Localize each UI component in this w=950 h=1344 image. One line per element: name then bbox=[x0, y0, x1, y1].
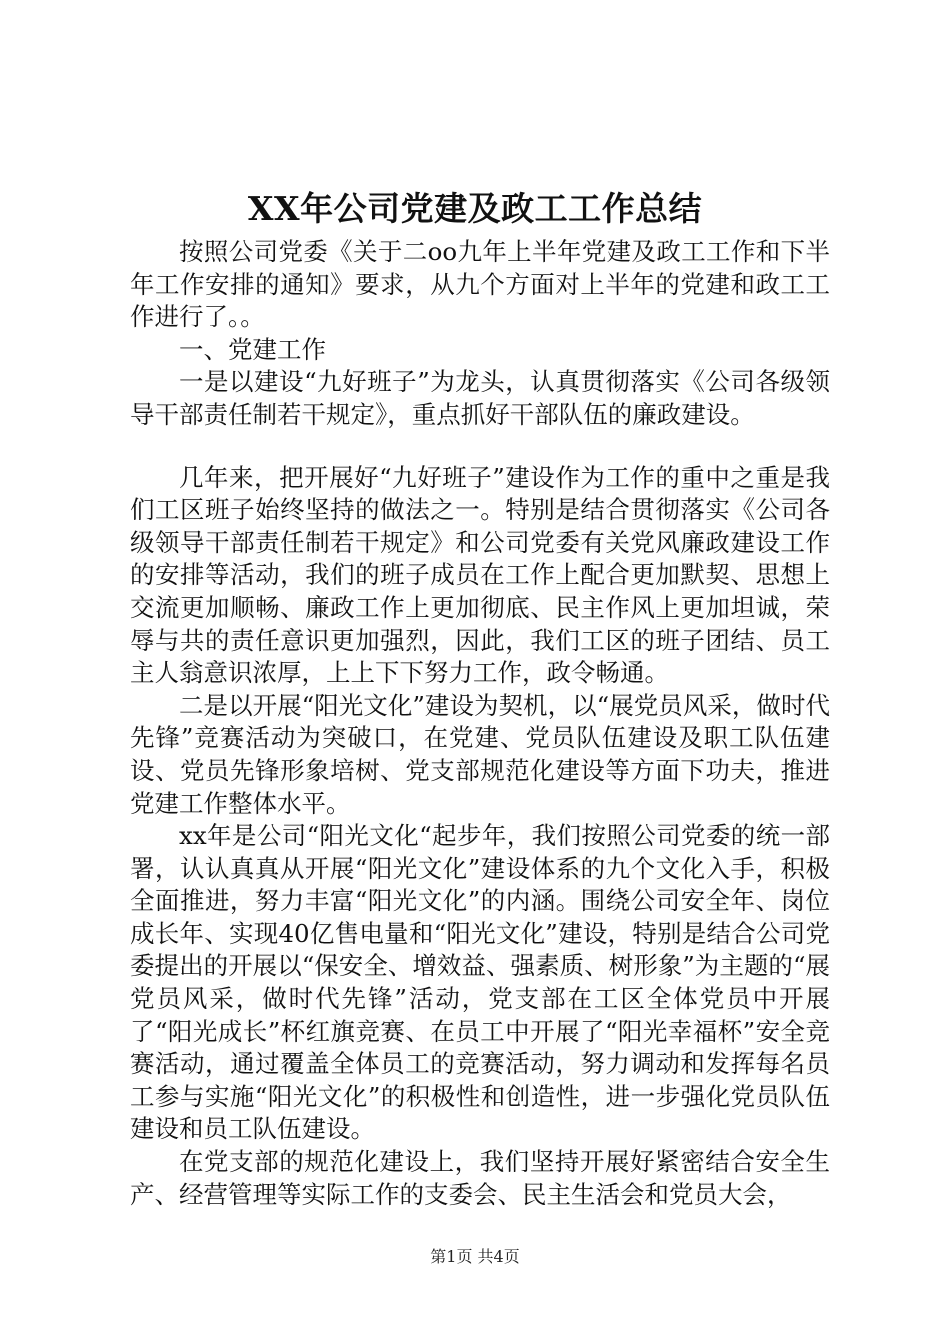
section-heading-party-building: 一、党建工作 bbox=[179, 334, 326, 364]
paragraph-years: 几年来，把开展好“九好班子”建设作为工作的重中之重是我们工区班子始终坚持的做法之一。特别是结合贯彻落实《公司各级领导干部责任制若干规定》和公司党委有关党风廉政建设工作的安排等活动，我们的班子成员在工作上配合更加默契、思想上交流更加顺畅、廉政工作上更加彻底、民主作风上更加坦诚，荣辱与共的责任意识更加强烈，因此，我们工区的班子团结、员工主人翁意识浓厚，上上下下努力工作，政令畅通。 bbox=[130, 462, 830, 688]
page-footer: 第1页 共4页 bbox=[430, 1247, 520, 1266]
paragraph-sunshine-culture: xx年是公司“阳光文化“起步年，我们按照公司党委的统一部署，认认真真从开展“阳光文化”建设体系的九个文化入手，积极全面推进，努力丰富“阳光文化”的内涵。围绕公司安全年、岗位成长年、实现40亿售电量和“阳光文化”建设，特别是结合公司党委提出的开展以“保安全、增效益、强素质、树形象”为主题的“展党员风采，做时代先锋”活动，党支部在工区全体党员中开展了“阳光成长”杯红旗竞赛、在员工中开展了“阳光幸福杯”安全竞赛活动，通过覆盖全体员工的竞赛活动，努力调动和发挥每名员工参与实施“阳光文化”的积极性和创造性，进一步强化党员队伍建设和员工队伍建设。 bbox=[130, 821, 830, 1144]
document-title: XX年公司党建及政工工作总结 bbox=[247, 189, 703, 228]
paragraph-point-one: 一是以建设“九好班子”为龙头，认真贯彻落实《公司各级领导干部责任制若干规定》，重点抓好干部队伍的廉政建设。 bbox=[130, 367, 830, 429]
document-body bbox=[130, 236, 830, 1211]
paragraph-branch-standardization: 在党支部的规范化建设上，我们坚持开展好紧密结合安全生产、经营管理等实际工作的支委会、民主生活会和党员大会， bbox=[130, 1147, 830, 1209]
paragraph-point-two: 二是以开展“阳光文化”建设为契机，以“展党员风采，做时代先锋”竞赛活动为突破口，在党建、党员队伍建设及职工队伍建设、党员先锋形象培树、党支部规范化建设等方面下功夫，推进党建工作整体水平。 bbox=[130, 690, 830, 818]
paragraph-intro: 按照公司党委《关于二oo九年上半年党建及政工工作和下半年工作安排的通知》要求，从九个方面对上半年的党建和政工工作进行了。。 bbox=[130, 237, 830, 332]
